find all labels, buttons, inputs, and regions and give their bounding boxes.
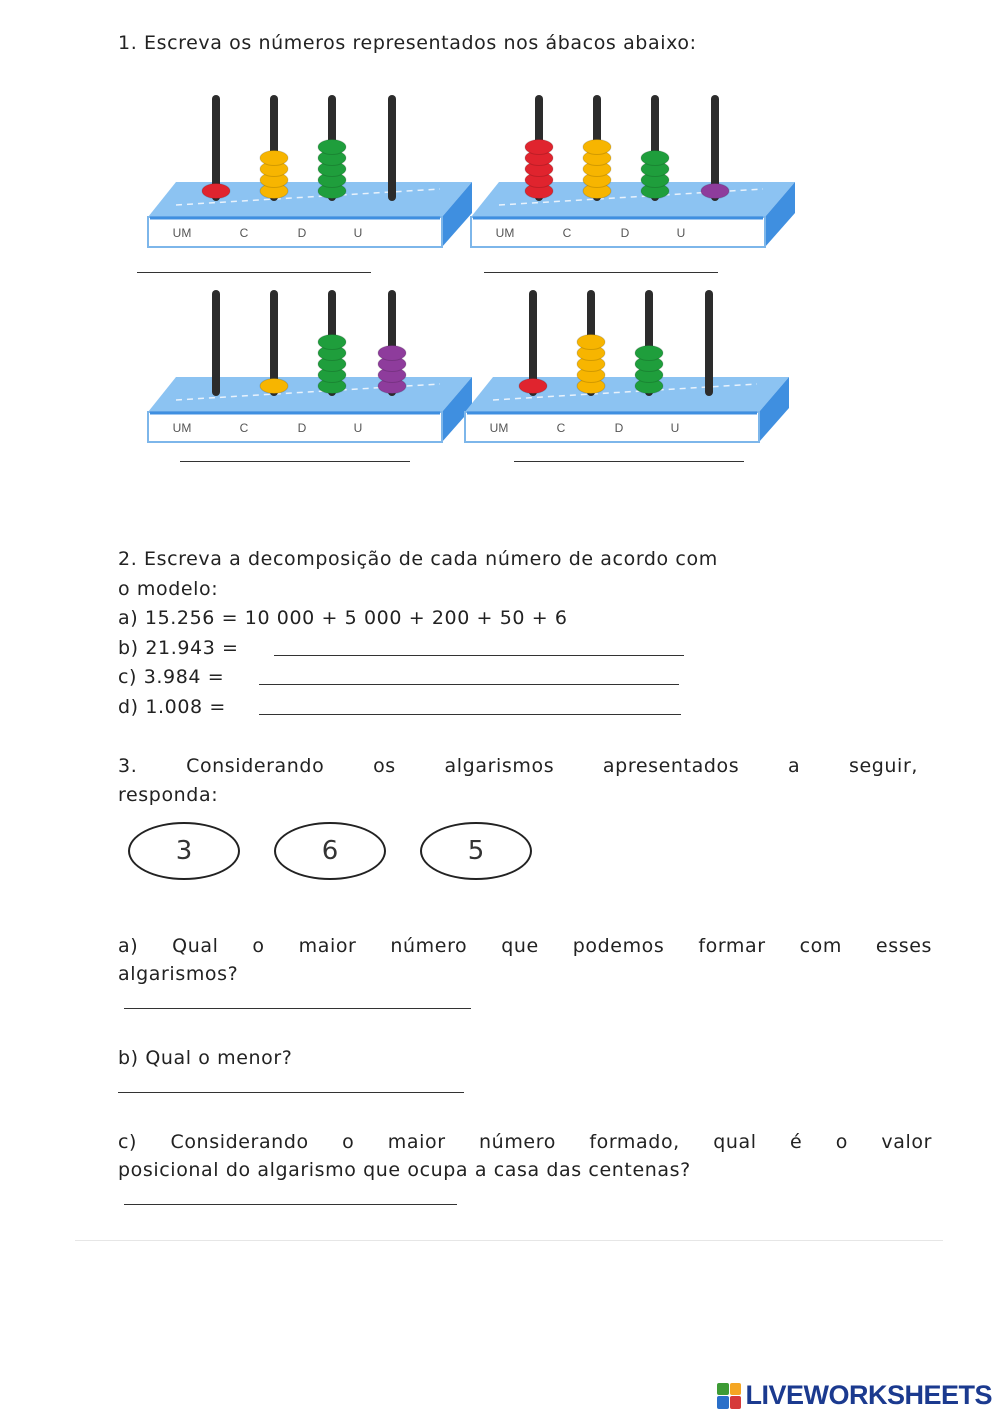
abacus-base-front (465, 412, 759, 442)
place-label-d: D (297, 226, 307, 240)
abacus-base-top (148, 377, 472, 412)
abacus-3 (140, 280, 480, 450)
place-label-c: C (562, 226, 572, 240)
q2-item-a: a) 15.256 = 10 000 + 5 000 + 200 + 50 + 6 (118, 607, 568, 629)
q2-item-b: b) 21.943 = (118, 637, 239, 659)
answer-line-q2-d[interactable] (259, 714, 681, 715)
digit-circle-5: 5 (420, 822, 532, 880)
abacus-bead-c (260, 379, 288, 394)
abacus-2 (463, 85, 803, 255)
answer-line-q3-b[interactable] (118, 1092, 464, 1093)
q3-a-line2: algarismos? (118, 963, 239, 985)
abacus-base-front (471, 217, 765, 247)
liveworksheets-logo (717, 1380, 992, 1411)
q2-prompt-line2: o modelo: (118, 578, 219, 600)
abacus-base-front (148, 412, 442, 442)
abacus-bead-um (525, 140, 553, 155)
answer-line-abacus-3[interactable] (180, 461, 410, 462)
abacus-bead-d (318, 140, 346, 155)
q3-c-line1: c) Considerando o maior número formado, qual é o valor (118, 1131, 932, 1153)
abacus-bead-um (202, 184, 230, 199)
place-label-um: UM (489, 421, 509, 435)
q2-prompt-line1: 2. Escreva a decomposição de cada número de acordo com (118, 548, 718, 570)
abacus-base-top (148, 182, 472, 217)
abacus-bead-u (378, 346, 406, 361)
q3-prompt-line2: responda: (118, 784, 219, 806)
answer-line-q2-c[interactable] (259, 684, 679, 685)
abacus-bead-c (583, 140, 611, 155)
answer-line-q3-c[interactable] (124, 1204, 457, 1205)
place-label-u: U (676, 226, 686, 240)
abacus-base-top (465, 377, 789, 412)
place-label-u: U (670, 421, 680, 435)
answer-line-abacus-4[interactable] (514, 461, 744, 462)
answer-line-q3-a[interactable] (124, 1008, 471, 1009)
digit-circle-3: 3 (128, 822, 240, 880)
digit-circle-6: 6 (274, 822, 386, 880)
q3-prompt-line1: 3. Considerando os algarismos apresentados a seguir, (118, 755, 918, 777)
logo-badge-icon (717, 1383, 741, 1409)
abacus-bead-um (519, 379, 547, 394)
abacus-base-top (471, 182, 795, 217)
abacus-bead-c (260, 151, 288, 166)
answer-line-abacus-2[interactable] (484, 272, 718, 273)
answer-line-q2-b[interactable] (274, 655, 684, 656)
q2-item-c: c) 3.984 = (118, 666, 225, 688)
place-label-c: C (239, 421, 249, 435)
q3-c-line2: posicional do algarismo que ocupa a casa das centenas? (118, 1159, 691, 1181)
place-label-d: D (297, 421, 307, 435)
place-label-d: D (620, 226, 630, 240)
abacus-rod-um (212, 290, 220, 396)
place-label-um: UM (172, 421, 192, 435)
place-label-c: C (239, 226, 249, 240)
abacus-bead-d (635, 346, 663, 361)
place-label-um: UM (172, 226, 192, 240)
place-label-u: U (353, 226, 363, 240)
place-label-c: C (556, 421, 566, 435)
place-label-um: UM (495, 226, 515, 240)
abacus-bead-u (701, 184, 729, 199)
q2-item-d: d) 1.008 = (118, 696, 226, 718)
bottom-divider (75, 1240, 943, 1241)
q1-prompt: 1. Escreva os números representados nos ábacos abaixo: (118, 32, 697, 54)
abacus-rod-u (388, 95, 396, 201)
place-label-u: U (353, 421, 363, 435)
abacus-bead-c (577, 335, 605, 350)
abacus-rod-u (705, 290, 713, 396)
abacus-1 (140, 85, 480, 255)
abacus-base-front (148, 217, 442, 247)
abacus-4 (457, 280, 797, 450)
place-label-d: D (614, 421, 624, 435)
abacus-bead-d (641, 151, 669, 166)
q3-a-line1: a) Qual o maior número que podemos formar com esses (118, 935, 932, 957)
abacus-bead-d (318, 335, 346, 350)
answer-line-abacus-1[interactable] (137, 272, 371, 273)
logo-text: LIVEWORKSHEETS (745, 1380, 992, 1410)
q3-b: b) Qual o menor? (118, 1047, 293, 1069)
